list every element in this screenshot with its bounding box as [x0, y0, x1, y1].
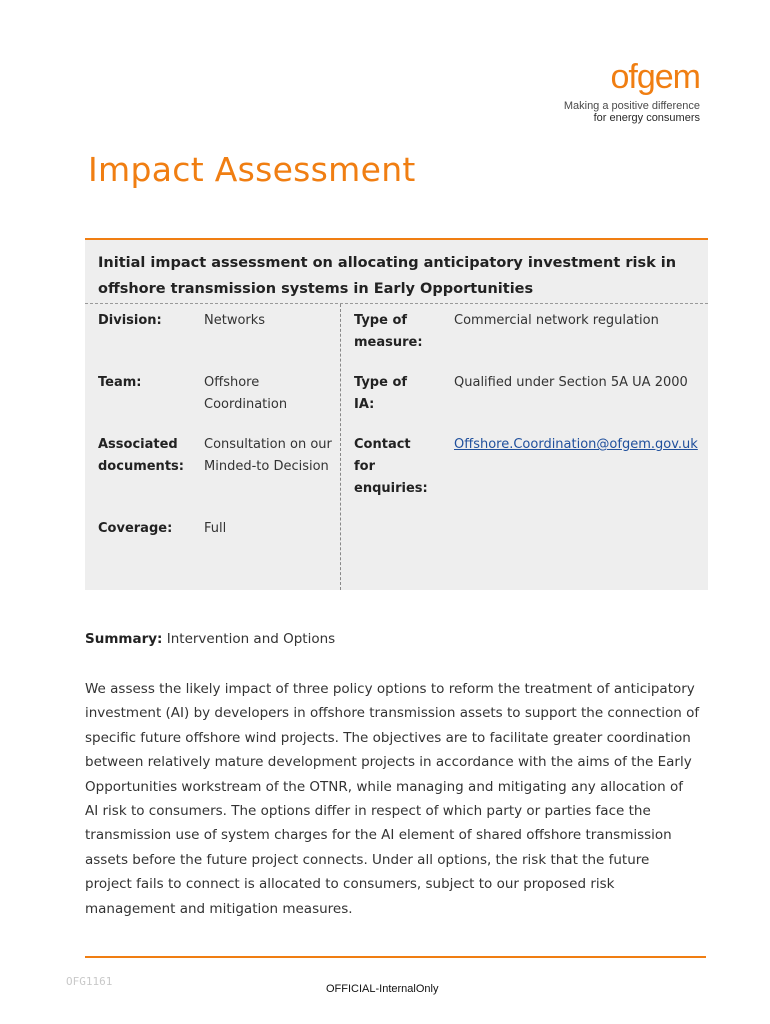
associated-documents-label: Associated documents:: [98, 437, 184, 474]
footer-divider: [85, 956, 706, 958]
security-classification: OFFICIAL-InternalOnly: [326, 983, 439, 995]
team-label: Team:: [98, 375, 142, 390]
type-of-ia-label: Type of IA:: [354, 375, 408, 412]
ofgem-logo: [564, 60, 700, 124]
coverage-value: Full: [204, 521, 227, 536]
type-of-ia-value: Qualified under Section 5A UA 2000: [454, 375, 688, 390]
associated-documents-value: Consultation on our Minded-to Decision: [204, 437, 332, 474]
summary-label: Summary:: [85, 631, 163, 647]
coverage-label: Coverage:: [98, 521, 173, 536]
type-of-measure-value: Commercial network regulation: [454, 313, 659, 328]
column-divider: [340, 304, 341, 590]
logo-wordmark: ofgem: [610, 58, 700, 96]
summary-line: [85, 631, 335, 647]
page-title: Impact Assessment: [88, 150, 416, 189]
logo-tagline-line2: for energy consumers: [593, 112, 700, 124]
info-box: [85, 238, 708, 590]
document-reference: OFG1161: [66, 975, 113, 988]
division-label: Division:: [98, 313, 162, 328]
division-value: Networks: [204, 313, 266, 328]
summary-body-paragraph: We assess the likely impact of three policy options to reform the treatment of anticipatory investment (AI) by developers in offshore transmission assets to support the connection of specific future offshore wind projects. The objectives are to facilitate greater coordination between relatively mature development projects in accordance with the aims of the Early Opportunities workstream of the OTNR, while managing and mitigating any allocation of AI risk to consumers. The options differ in respect of which party or parties face the transmission use of system charges for the AI element of shared offshore transmission assets before the future project connects. Under all options, the risk that the future project fails to connect is allocated to consumers, subject to our proposed risk management and mitigation measures.: [85, 681, 700, 917]
contact-email-link[interactable]: Offshore.Coordination@ofgem.gov.uk: [454, 437, 698, 452]
team-value: Offshore Coordination: [204, 375, 288, 412]
title-divider: [85, 303, 708, 304]
info-box-title: Initial impact assessment on allocating anticipatory investment risk in offshore transmission systems in Early Opportunities: [98, 255, 677, 297]
type-of-measure-label: Type of measure:: [354, 313, 423, 350]
logo-tagline-line1: Making a positive difference: [563, 100, 700, 112]
summary-text: Intervention and Options: [166, 631, 336, 647]
contact-label: Contact for enquiries:: [354, 437, 428, 496]
